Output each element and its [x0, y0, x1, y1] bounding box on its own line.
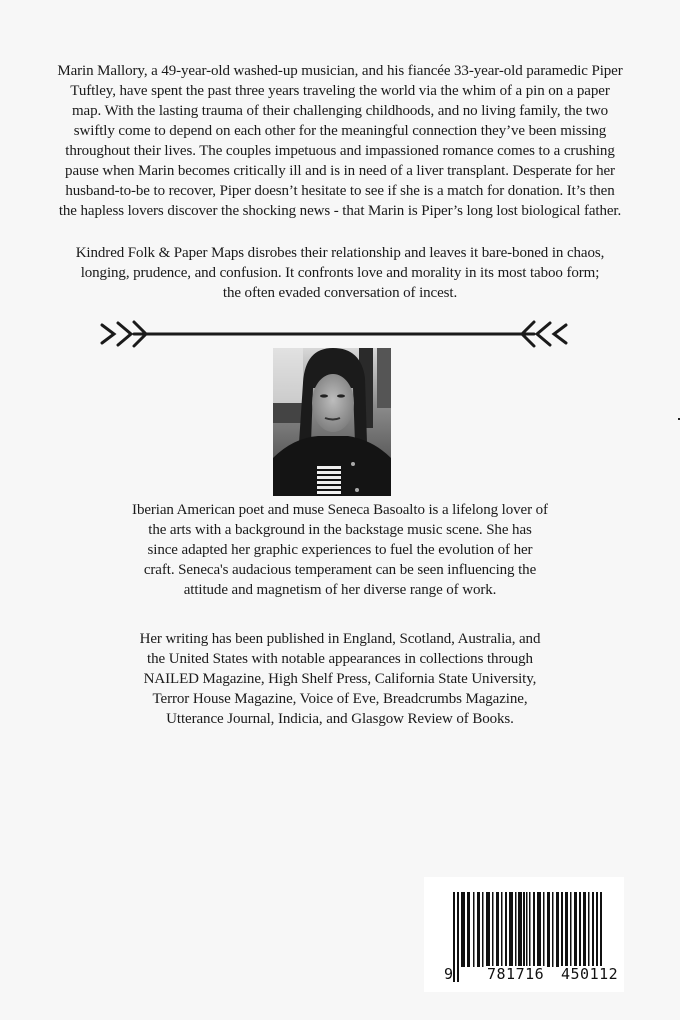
theme-line: longing, prudence, and confusion. It confronts love and morality in its most taboo form;	[80, 265, 600, 281]
theme-line: the often evaded conversation of incest.	[222, 285, 458, 301]
synopsis-line: Marin Mallory, a 49-year-old washed-up musician, and his fiancée 33-year-old paramedic Piper	[57, 63, 623, 79]
bio-line: craft. Seneca's audacious temperament can be seen influencing the	[143, 562, 537, 578]
synopsis-line: the hapless lovers discover the shocking news - that Marin is Piper’s long lost biological father.	[58, 203, 622, 219]
barcode-digits-group1: 781716	[487, 965, 545, 983]
author-bio-paragraph	[0, 500, 680, 600]
theme-paragraph	[0, 243, 680, 303]
synopsis-paragraph	[0, 61, 680, 221]
author-photo	[273, 348, 391, 496]
bio-line: since adapted her graphic experiences to fuel the evolution of her	[147, 542, 533, 558]
barcode-digits-group2: 450112	[561, 965, 619, 983]
synopsis-line: husband-to-be to recover, Piper doesn’t hesitate to see if she is a match for donation. It’s then	[65, 183, 615, 199]
publications-line: Terror House Magazine, Voice of Eve, Breadcrumbs Magazine,	[152, 691, 528, 707]
synopsis-line: Tuftley, have spent the past three years traveling the world via the whim of a pin on a paper	[70, 83, 610, 99]
publications-line: Her writing has been published in England, Scotland, Australia, and	[139, 631, 541, 647]
synopsis-line: map. With the lasting trauma of their challenging childhoods, and no living family, the two	[71, 103, 609, 119]
theme-line: Kindred Folk & Paper Maps disrobes their relationship and leaves it bare-boned in chaos,	[75, 245, 605, 261]
arrow-divider-icon	[96, 318, 572, 350]
synopsis-line: throughout their lives. The couples impetuous and impassioned romance comes to a crushing	[65, 143, 615, 159]
barcode-lead-digit: 9	[444, 965, 454, 983]
publications-line: Utterance Journal, Indicia, and Glasgow Review of Books.	[166, 711, 514, 727]
synopsis-line: swiftly come to depend on each other for the meaningful connection they’ve been missing	[73, 123, 607, 139]
synopsis-line: pause when Marin becomes critically ill and is in need of a liver transplant. Desperate for her	[65, 163, 615, 179]
bio-line: Iberian American poet and muse Seneca Basoalto is a lifelong lover of	[132, 502, 548, 518]
bio-line: attitude and magnetism of her diverse range of work.	[183, 582, 497, 598]
publications-paragraph	[0, 629, 680, 729]
publications-line: NAILED Magazine, High Shelf Press, California State University,	[143, 671, 537, 687]
isbn-barcode	[424, 877, 624, 992]
bio-line: the arts with a background in the backstage music scene. She has	[148, 522, 532, 538]
publications-line: the United States with notable appearances in collections through	[147, 651, 533, 667]
